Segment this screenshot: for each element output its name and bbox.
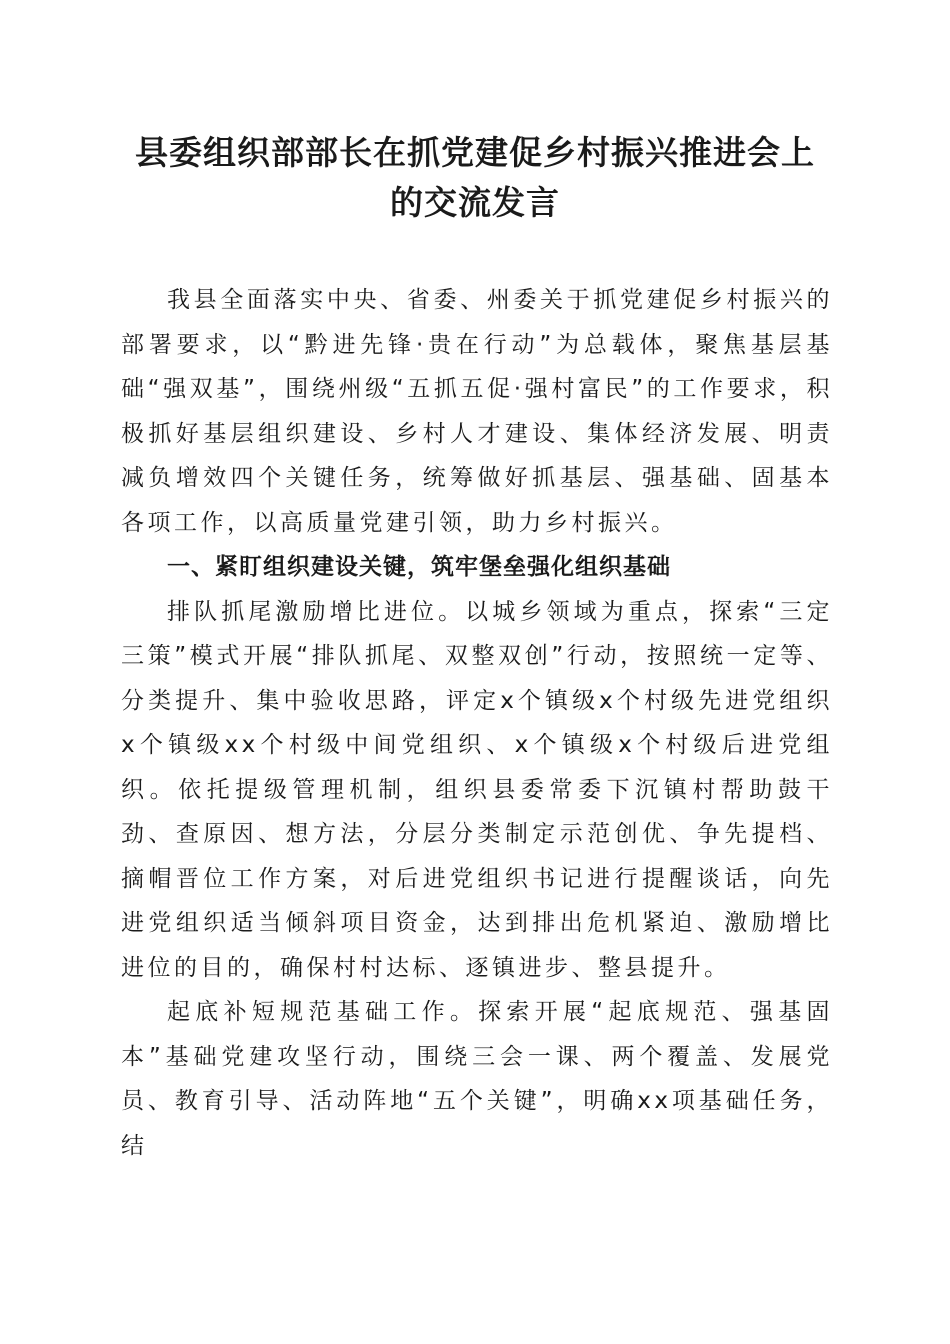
document-body — [121, 278, 833, 1168]
section-heading-1: 一、紧盯组织建设关键，筑牢堡垒强化组织基础 — [167, 554, 671, 580]
intro-paragraph: 我县全面落实中央、省委、州委关于抓党建促乡村振兴的部署要求，以“黔进先锋·贵在行动”为总载体，聚焦基层基础“强双基”，围绕州级“五抓五促·强村富民”的工作要求，积极抓好基层组织建设、乡村人才建设、集体经济发展、明责减负增效四个关键任务，统筹做好抓基层、强基础、固基本各项工作，以高质量党建引领，助力乡村振兴。 — [121, 287, 833, 536]
body-paragraph-2: 起底补短规范基础工作。探索开展“起底规范、强基固本”基础党建攻坚行动，围绕三会一课、两个覆盖、发展党员、教育引导、活动阵地“五个关键”，明确xx项基础任务，结 — [121, 999, 833, 1159]
title-line-1: 县委组织部部长在抓党建促乡村振兴推进会上 — [135, 133, 815, 172]
body-paragraph-1: 排队抓尾激励增比进位。以城乡领域为重点，探索“三定三策”模式开展“排队抓尾、双整双创”行动，按照统一定等、分类提升、集中验收思路，评定x个镇级x个村级先进党组织x个镇级xx个村级中间党组织、x个镇级x个村级后进党组织。依托提级管理机制，组织县委常委下沉镇村帮助鼓干劲、查原因、想方法，分层分类制定示范创优、争先提档、摘帽晋位工作方案，对后进党组织书记进行提醒谈话，向先进党组织适当倾斜项目资金，达到排出危机紧迫、激励增比进位的目的，确保村村达标、逐镇进步、整县提升。 — [121, 598, 833, 981]
document-title — [100, 128, 850, 228]
title-line-2: 的交流发言 — [390, 183, 560, 222]
